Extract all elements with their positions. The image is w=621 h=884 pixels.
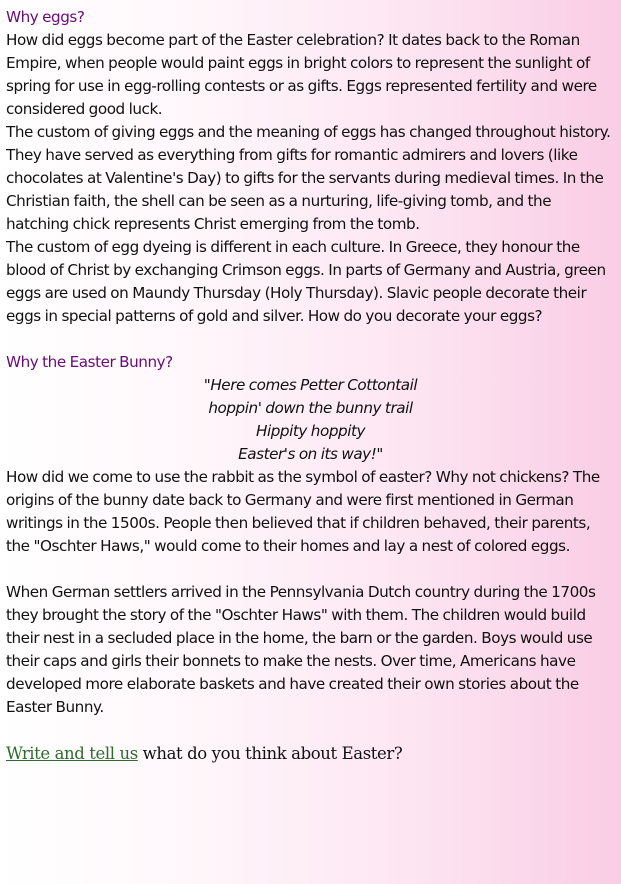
poem xyxy=(6,374,615,466)
bunny-paragraph-2: When German settlers arrived in the Pennsylvania Dutch country during the 1700s they brought the story of the "Oschter Haws" with them. The children would build their nest in a secluded place in the home, the barn or the garden. Boys would use their caps and girls their bonnets to make the nests. Over time, Americans have developed more elaborate baskets and have created their own stories about the Easter Bunny. xyxy=(6,583,596,716)
eggs-paragraph-3: The custom of egg dyeing is different in each culture. In Greece, they honour the blood of Christ by exchanging Crimson eggs. In parts of Germany and Austria, green eggs are used on Maundy Thursday (Holy Thursday). Slavic people decorate their eggs in special patterns of gold and silver. How do you decorate your eggs? xyxy=(6,238,606,325)
spacer xyxy=(6,719,615,742)
write-and-tell-us-link[interactable]: Write and tell us xyxy=(6,744,138,763)
bunny-paragraph-1: How did we come to use the rabbit as the symbol of easter? Why not chickens? The origins of the bunny date back to Germany and were first mentioned in German writings in the 1500s. People then believed that if children behaved, their parents, the "Oschter Haws," would come to their homes and lay a nest of colored eggs. xyxy=(6,468,600,555)
poem-line: hoppin' down the bunny trail xyxy=(208,399,413,417)
eggs-paragraph-2: The custom of giving eggs and the meaning of eggs has changed throughout history. They have served as everything from gifts for romantic admirers and lovers (like chocolates at Valentine's Day) to gifts for the servants during medieval times. In the Christian faith, the shell can be seen as a nurturing, life-giving tomb, and the hatching chick represents Christ emerging from the tomb. xyxy=(6,123,611,233)
poem-line: Hippity hoppity xyxy=(255,422,366,440)
poem-line: Easter's on its way!" xyxy=(238,445,383,463)
eggs-paragraph-1: How did eggs become part of the Easter celebration? It dates back to the Roman Empire, when people would paint eggs in bright colors to represent the sunlight of spring for use in egg-rolling contests or as gifts. Eggs represented fertility and were considered good luck. xyxy=(6,31,597,118)
poem-line: "Here comes Petter Cottontail xyxy=(203,376,418,394)
spacer xyxy=(6,328,615,351)
footer-question: what do you think about Easter? xyxy=(137,744,403,763)
spacer xyxy=(6,558,615,581)
footer-prompt xyxy=(6,742,615,765)
why-eggs-heading: Why eggs? xyxy=(6,8,85,26)
why-bunny-heading: Why the Easter Bunny? xyxy=(6,353,173,371)
